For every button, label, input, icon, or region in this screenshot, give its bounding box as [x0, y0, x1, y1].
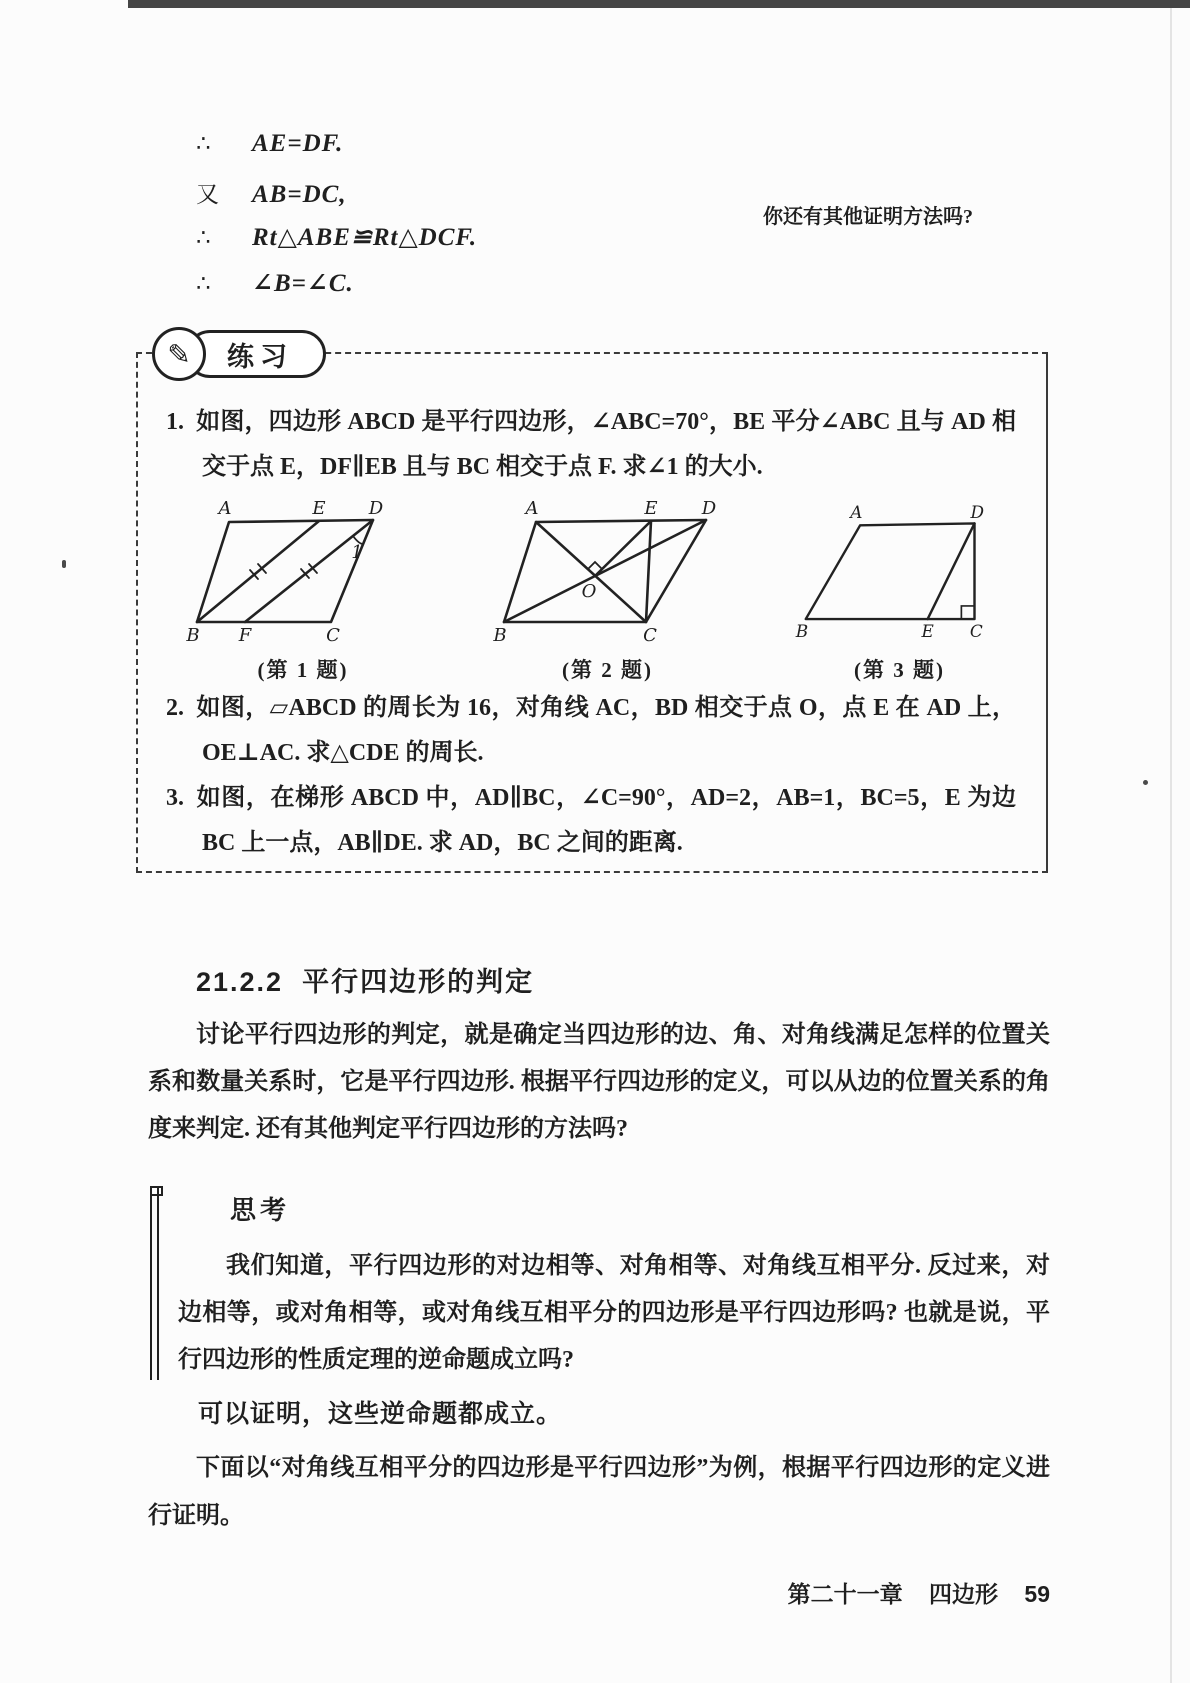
footer-chapter: 第二十一章	[787, 1581, 903, 1607]
fig1-label-angle-1: 1	[351, 542, 363, 563]
fig2-label-A: A	[525, 500, 538, 519]
think-box-border-cap	[150, 1186, 163, 1196]
problem-2-number: 2.	[166, 695, 184, 721]
problem-3-number: 3.	[166, 785, 184, 811]
closing-paragraph: 下面以“对角线互相平分的四边形是平行四边形”为例，根据平行四边形的定义进行证明。	[148, 1455, 1050, 1529]
fig3-label-B: B	[795, 620, 809, 641]
section-intro-paragraph: 讨论平行四边形的判定，就是确定当四边形的边、角、对角线满足怎样的位置关系和数量关系时，它是平行四边形. 根据平行四边形的定义，可以从边的位置关系的角度来判定. 还有其他判定平行四边形的方法吗?	[148, 1022, 1050, 1142]
footer-page-number: 59	[1024, 1581, 1050, 1607]
problem-3	[166, 776, 1016, 866]
think-box	[150, 1186, 1050, 1384]
closing-statement: 可以证明，这些逆命题都成立。	[198, 1400, 563, 1428]
fig2-label-B: B	[492, 625, 507, 646]
fig1-label-A: A	[218, 500, 232, 519]
scan-right-edge	[1170, 8, 1172, 1683]
figure-3-diagram	[787, 500, 1012, 650]
fig1-label-E: E	[312, 500, 326, 519]
problem-2-text: 如图，▱ABCD 的周长为 16，对角线 AC，BD 相交于点 O，点 E 在 AD 上，OE⊥AC. 求△CDE 的周长.	[196, 695, 1016, 766]
fig3-label-E: E	[921, 620, 934, 641]
therefore-symbol: ∴	[196, 225, 211, 251]
fig1-label-F: F	[238, 625, 252, 646]
fig3-label-C: C	[969, 620, 983, 641]
scan-top-edge	[128, 0, 1190, 8]
think-heading: 思考	[230, 1195, 291, 1225]
problem-1-number: 1.	[166, 409, 184, 435]
therefore-symbol: ∴	[196, 271, 211, 297]
scan-speck	[62, 560, 66, 568]
section-number: 21.2.2	[196, 967, 284, 997]
proof-statement: AE=DF.	[252, 130, 344, 157]
fig2-label-C: C	[642, 625, 657, 646]
fig2-label-D: D	[701, 500, 716, 519]
fig1-label-C: C	[326, 625, 340, 646]
fig2-label-O: O	[581, 581, 596, 602]
fig1-label-B: B	[186, 625, 200, 646]
proof-block	[196, 130, 477, 314]
proof-line	[196, 130, 477, 176]
proof-statement: Rt△ABE≌Rt△DCF.	[252, 224, 478, 251]
fig3-label-A: A	[850, 501, 863, 522]
figure-1-diagram	[178, 500, 428, 650]
therefore-symbol: ∴	[196, 131, 211, 157]
section-heading	[196, 960, 534, 999]
problem-1-text: 如图，四边形 ABCD 是平行四边形，∠ABC=70°，BE 平分∠ABC 且与 AD 相交于点 E，DF∥EB 且与 BC 相交于点 F. 求∠1 的大小.	[196, 409, 1016, 480]
proof-line	[196, 176, 477, 222]
figure-1-caption: (第 1 题)	[257, 658, 349, 682]
figure-2	[474, 500, 742, 684]
section-title: 平行四边形的判定	[302, 967, 535, 997]
figure-2-caption: (第 2 题)	[562, 658, 653, 682]
problem-3-text: 如图，在梯形 ABCD 中，AD∥BC，∠C=90°，AD=2，AB=1，BC=5，E 为边 BC 上一点，AB∥DE. 求 AD，BC 之间的距离.	[196, 785, 1016, 856]
footer-section: 四边形	[929, 1581, 999, 1607]
proof-line	[196, 268, 477, 314]
think-body-text: 我们知道，平行四边形的对边相等、对角相等、对角线互相平分. 反过来，对边相等，或对角相等，或对角线互相平分的四边形是平行四边形吗? 也就是说，平行四边形的性质定理的逆命题成立吗?	[178, 1253, 1050, 1373]
figure-1	[178, 500, 428, 684]
exercise-header	[152, 327, 326, 381]
exercise-box	[136, 337, 1048, 873]
fig3-label-D: D	[970, 501, 985, 522]
figure-2-diagram	[474, 500, 742, 650]
also-symbol: 又	[196, 182, 219, 208]
proof-statement: ∠B=∠C.	[252, 270, 354, 297]
proof-line	[196, 222, 477, 268]
margin-note: 你还有其他证明方法吗?	[763, 206, 973, 228]
fig2-label-E: E	[643, 500, 658, 519]
exercise-header-label: 练习	[186, 330, 326, 378]
figure-3-caption: (第 3 题)	[854, 658, 945, 682]
pencil-icon: ✎	[152, 327, 206, 381]
page-footer	[0, 1576, 1050, 1609]
figure-row	[178, 500, 1012, 684]
figure-3	[787, 500, 1012, 684]
problem-2	[166, 686, 1016, 776]
fig1-label-D: D	[368, 500, 384, 519]
proof-statement: AB=DC,	[252, 181, 347, 208]
scan-speck	[1143, 780, 1148, 785]
problem-1	[166, 400, 1016, 490]
